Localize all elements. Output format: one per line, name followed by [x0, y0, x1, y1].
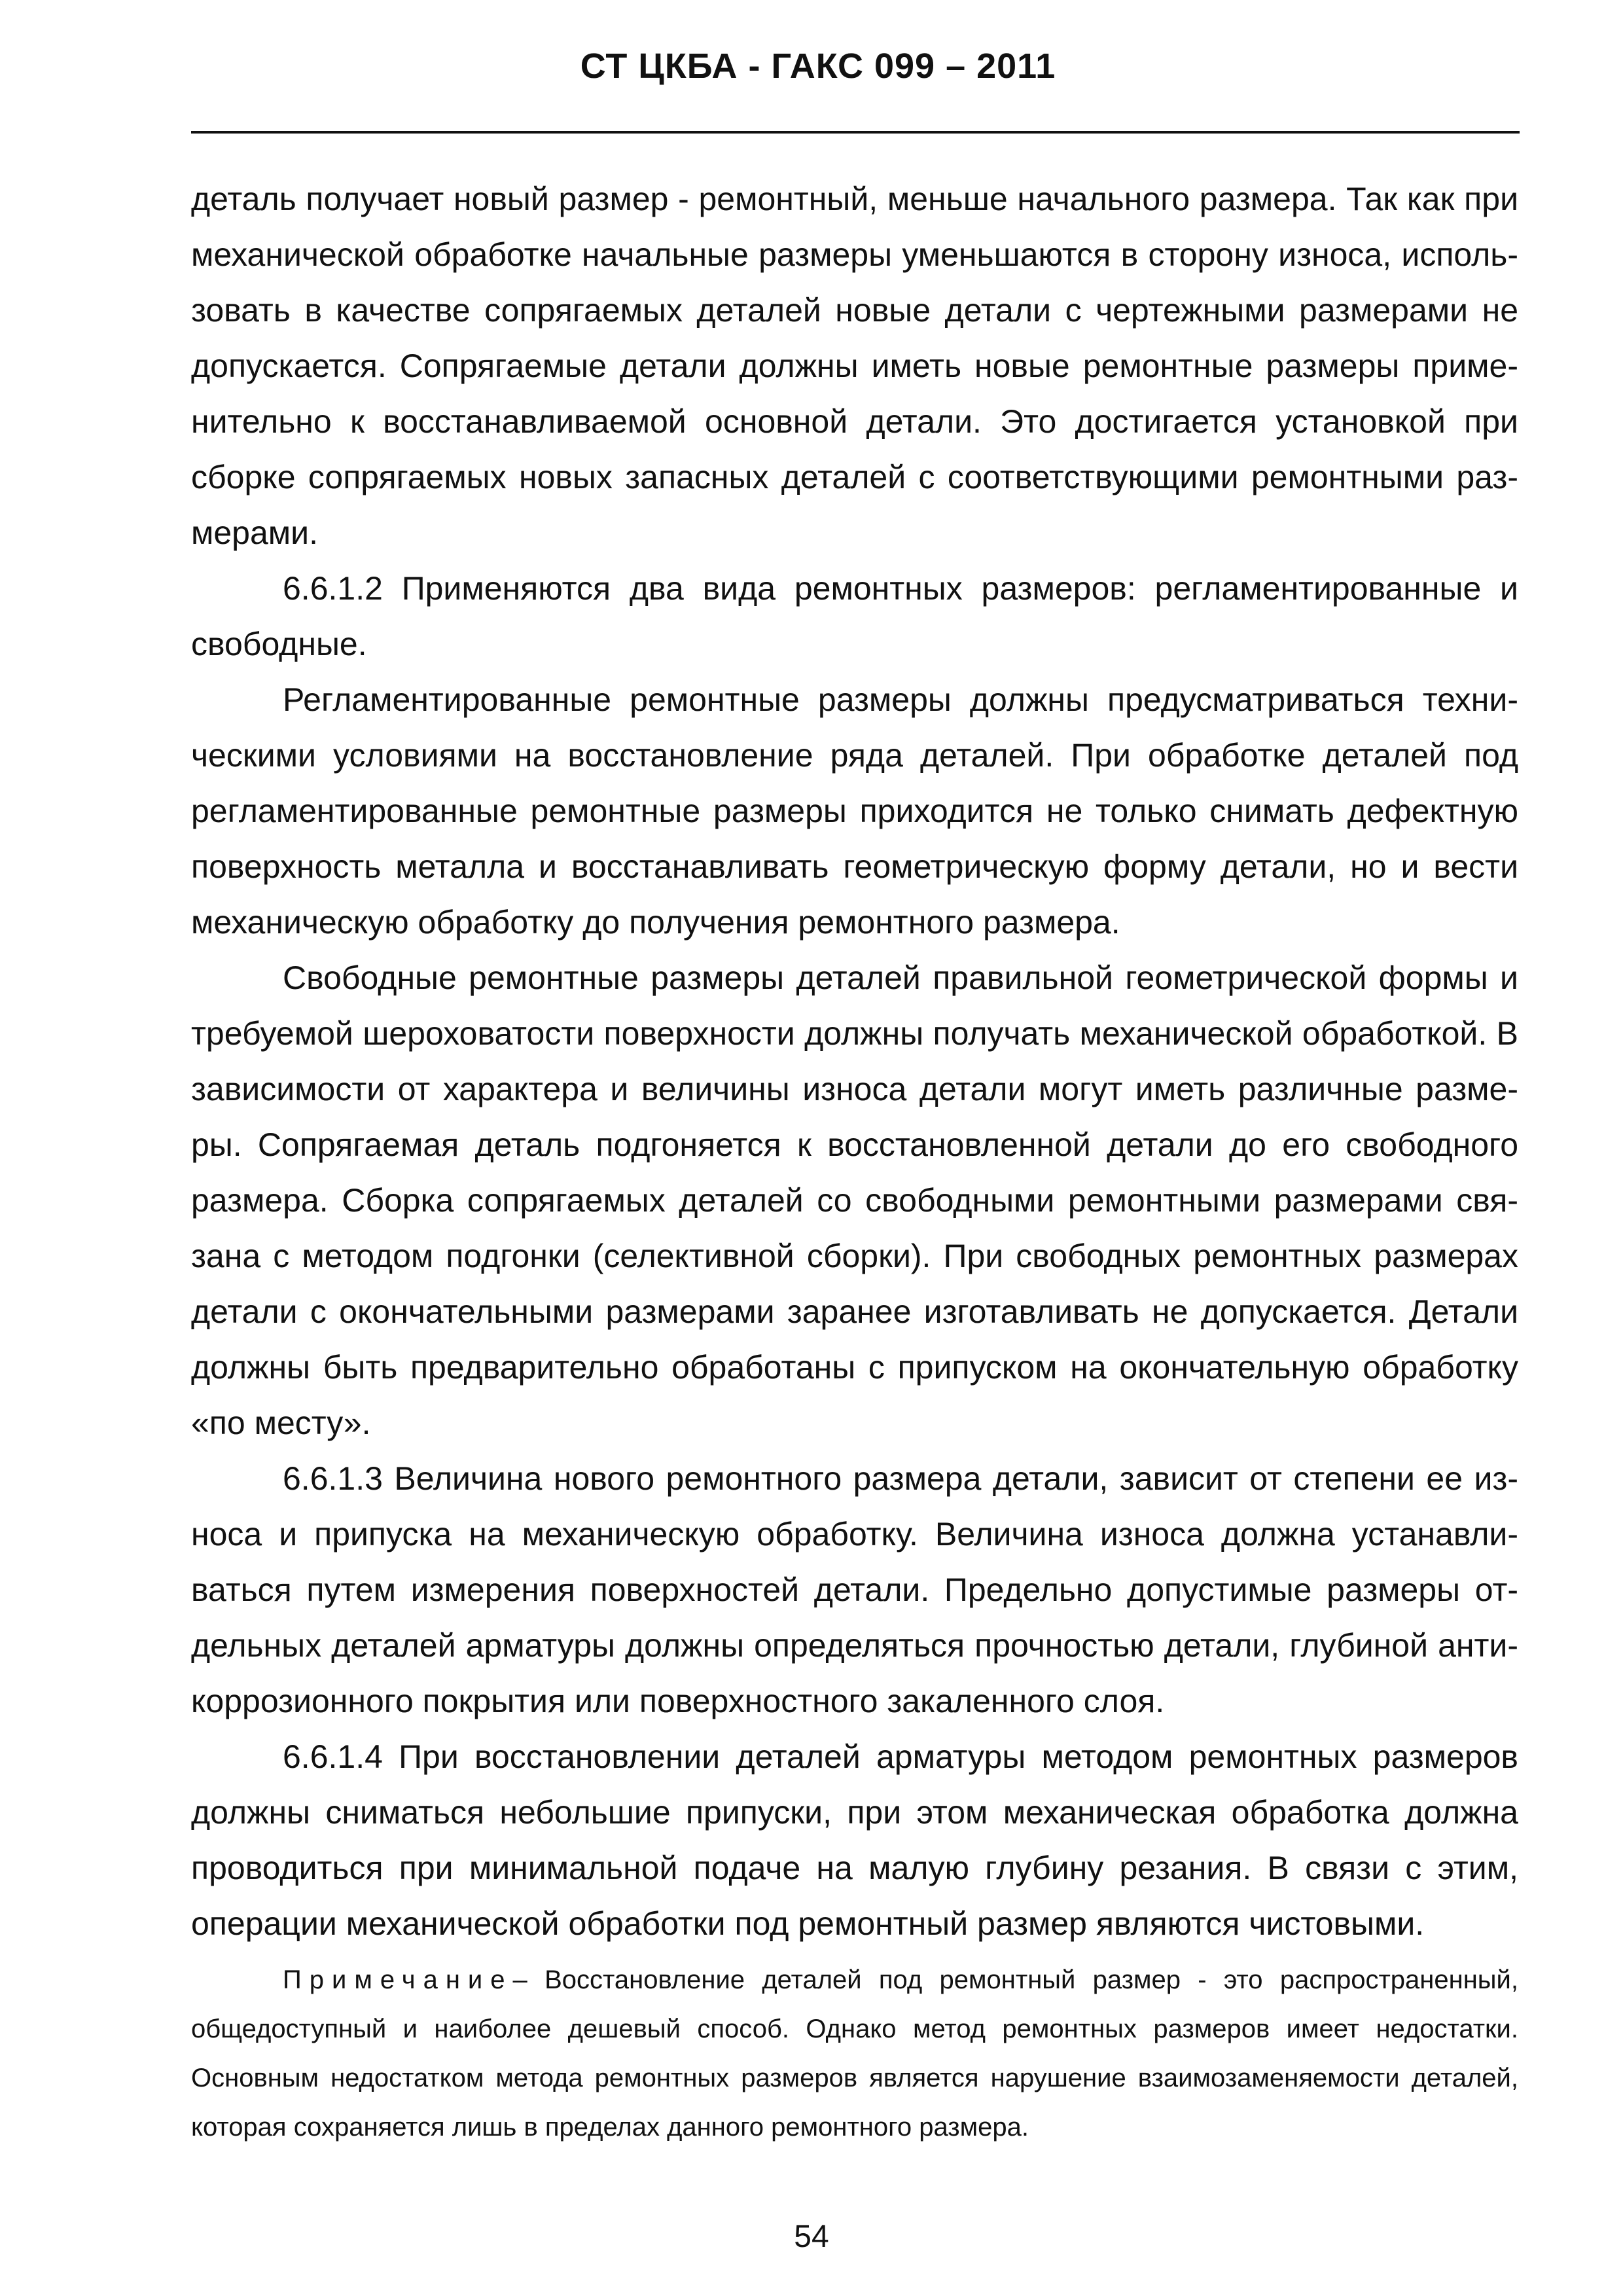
paragraph-free-sizes: Свободные ремонтные размеры деталей правильной геометрической формы и требуемой шероховатости поверхности должны получать механической обработкой. В зависимости от характера и величины износа детали могут иметь различные размеры. Сопрягаемая деталь подгоняется к восстановленной детали до его свободного размера. Сборка сопрягаемых деталей со свободными ремонтными размерами связана с методом подгонки (селективной сборки). При свободных ремонтных размерах детали с окончательными размерами заранее изготавливать не допускается. Детали должны быть предварительно обработаны с припуском на окончательную обработку «по месту».: [191, 960, 1518, 1441]
paragraph-6-6-1-4: 6.6.1.4 При восстановлении деталей арматуры методом ремонтных размеров должны сниматься небольшие припуски, при этом механическая обработка должна проводиться при минимальной подаче на малую глубину резания. В связи с этим, операции механической обработки под ремонтный размер являются чистовыми.: [191, 1738, 1518, 1942]
header-rule: [191, 131, 1520, 134]
paragraph-6-6-1-2: 6.6.1.2 Применяются два вида ремонтных размеров: регламентированные и свободные.: [191, 570, 1518, 662]
paragraph-continuation: деталь получает новый размер - ремонтный, меньше начального размера. Так как при механической обработке начальные размеры уменьшаются в сторону износа, использовать в качестве сопрягаемых деталей новые детали с чертежными размерами не допускается. Сопрягаемые детали должны иметь новые ремонтные размеры применительно к восстанавливаемой основной детали. Это достигается установкой при сборке сопрягаемых новых запасных деталей с соответствующими ремонтными размерами.: [191, 181, 1518, 551]
note-separator: –: [512, 1965, 545, 1994]
paragraph-regulated-sizes: Регламентированные ремонтные размеры должны предусматриваться техническими условиями на восстановление ряда деталей. При обработке деталей под регламентированные ремонтные размеры приходится не только снимать дефектную поверхность металла и восстанавливать геометрическую форму детали, но и вести механическую обработку до получения ремонтного размера.: [191, 681, 1518, 941]
paragraph-6-6-1-3: 6.6.1.3 Величина нового ремонтного размера детали, зависит от степени ее износа и припуска на механическую обработку. Величина износа должна устанавливаться путем измерения поверхностей детали. Предельно допустимые размеры отдельных деталей арматуры должны определяться прочностью детали, глубиной антикоррозионного покрытия или поверхностного закаленного слоя.: [191, 1460, 1518, 1719]
note-text: Восстановление деталей под ремонтный размер - это распространенный, общедоступный и наиболее дешевый способ. Однако метод ремонтных размеров имеет недостатки. Основным недостатком метода ремонтных размеров является нарушение взаимозаменяемости деталей, которая сохраняется лишь в пределах данного ремонтного размера.: [191, 1965, 1519, 2142]
note: [191, 1956, 1518, 2152]
page-number: 54: [794, 2219, 829, 2254]
document-code-header: СТ ЦКБА - ГАКС 099 – 2011: [580, 46, 1056, 86]
note-label: Примечание: [283, 1965, 513, 1994]
page-body: [191, 171, 1518, 2152]
